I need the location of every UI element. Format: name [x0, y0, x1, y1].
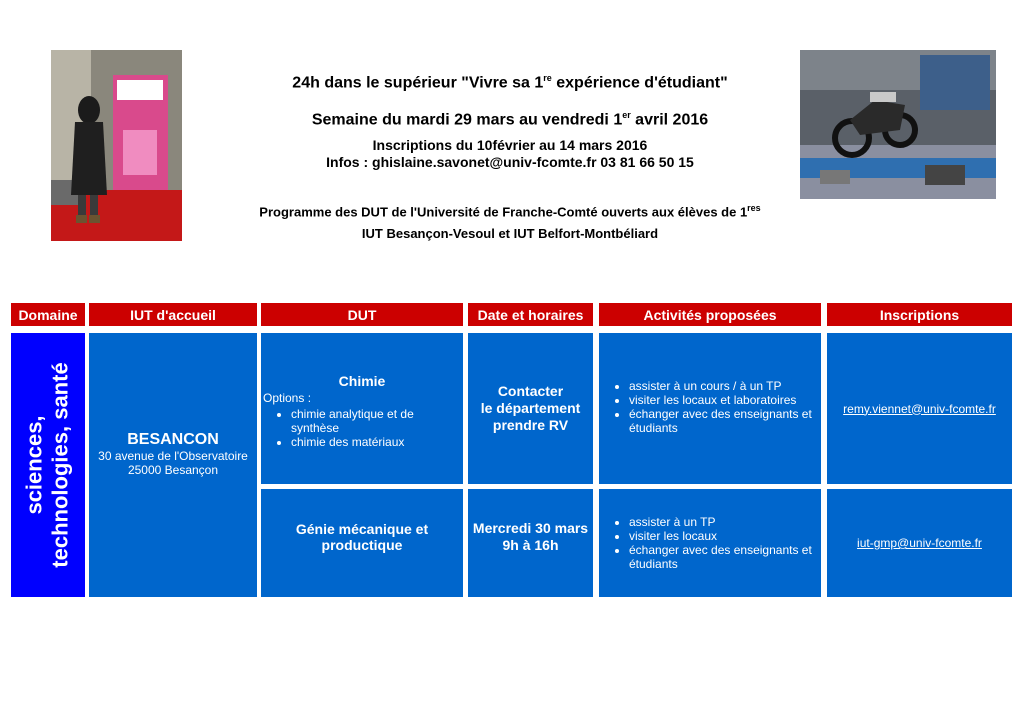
event-dates: Semaine du mardi 29 mars au vendredi 1er avril 2016 [311, 110, 709, 129]
list-item: • assister à un TP [629, 515, 815, 529]
inscription-gmp-cell [827, 489, 1012, 597]
date-line: le département [480, 400, 581, 416]
options-list [261, 407, 463, 449]
dut-chimie-title: Chimie [338, 373, 386, 389]
list-item: • chimie analytique et de synthèse [291, 407, 463, 435]
header-dut: DUT [261, 303, 463, 326]
iut-cell [89, 333, 257, 597]
dut-gmp-title-line2: productique [321, 537, 403, 553]
header-inscriptions: Inscriptions [827, 303, 1012, 326]
date-line: Mercredi 30 mars [472, 520, 589, 536]
header-iut: IUT d'accueil [89, 303, 257, 326]
list-item: • échanger avec des enseignants et étudiants [629, 543, 815, 571]
email-link-gmp[interactable]: iut-gmp@univ-fcomte.fr [857, 536, 982, 550]
date-line: Contacter [497, 383, 564, 399]
dut-gmp-cell [261, 489, 463, 597]
list-item: • chimie des matériaux [291, 435, 463, 449]
date-gmp-cell [468, 489, 593, 597]
inscription-chimie-cell [827, 333, 1012, 484]
activities-chimie-cell [599, 333, 821, 484]
iut-city: BESANCON [127, 431, 219, 448]
dut-chimie-cell [261, 333, 463, 484]
list-item: • assister à un cours / à un TP [629, 379, 815, 393]
iut-address-line1: 30 avenue de l'Observatoire [98, 449, 248, 463]
iut-address-line2: 25000 Besançon [127, 463, 219, 477]
list-item: • visiter les locaux et laboratoires [629, 393, 815, 407]
options-label: Options : [263, 391, 312, 405]
date-chimie-cell [468, 333, 593, 484]
header-domaine: Domaine [11, 303, 85, 326]
header-activites: Activités proposées [599, 303, 821, 326]
activities-gmp-cell [599, 489, 821, 597]
registration-period: Inscriptions du 10février au 14 mars 2016 [372, 137, 648, 153]
domain-label: sciences, technologies, santé [22, 362, 74, 568]
date-line: 9h à 16h [502, 537, 559, 553]
activities-list [599, 379, 821, 435]
list-item: • visiter les locaux [629, 529, 815, 543]
contact-info: Infos : ghislaine.savonet@univ-fcomte.fr 03 81 66 50 15 [326, 154, 694, 170]
email-link-chimie[interactable]: remy.viennet@univ-fcomte.fr [843, 401, 996, 416]
header-date: Date et horaires [468, 303, 593, 326]
list-item: • échanger avec des enseignants et étudiants [629, 407, 815, 435]
iut-subheading: IUT Besançon-Vesoul et IUT Belfort-Montbéliard [361, 226, 659, 241]
domain-cell [11, 333, 85, 597]
programme-heading: Programme des DUT de l'Université de Franche-Comté ouverts aux élèves de 1res [259, 203, 761, 220]
event-title: 24h dans le supérieur "Vivre sa 1re expérience d'étudiant" [292, 73, 728, 92]
date-line: prendre RV [492, 417, 569, 433]
dut-gmp-title-line1: Génie mécanique et [295, 521, 429, 537]
student-photo [51, 50, 182, 241]
activities-list [599, 515, 821, 571]
